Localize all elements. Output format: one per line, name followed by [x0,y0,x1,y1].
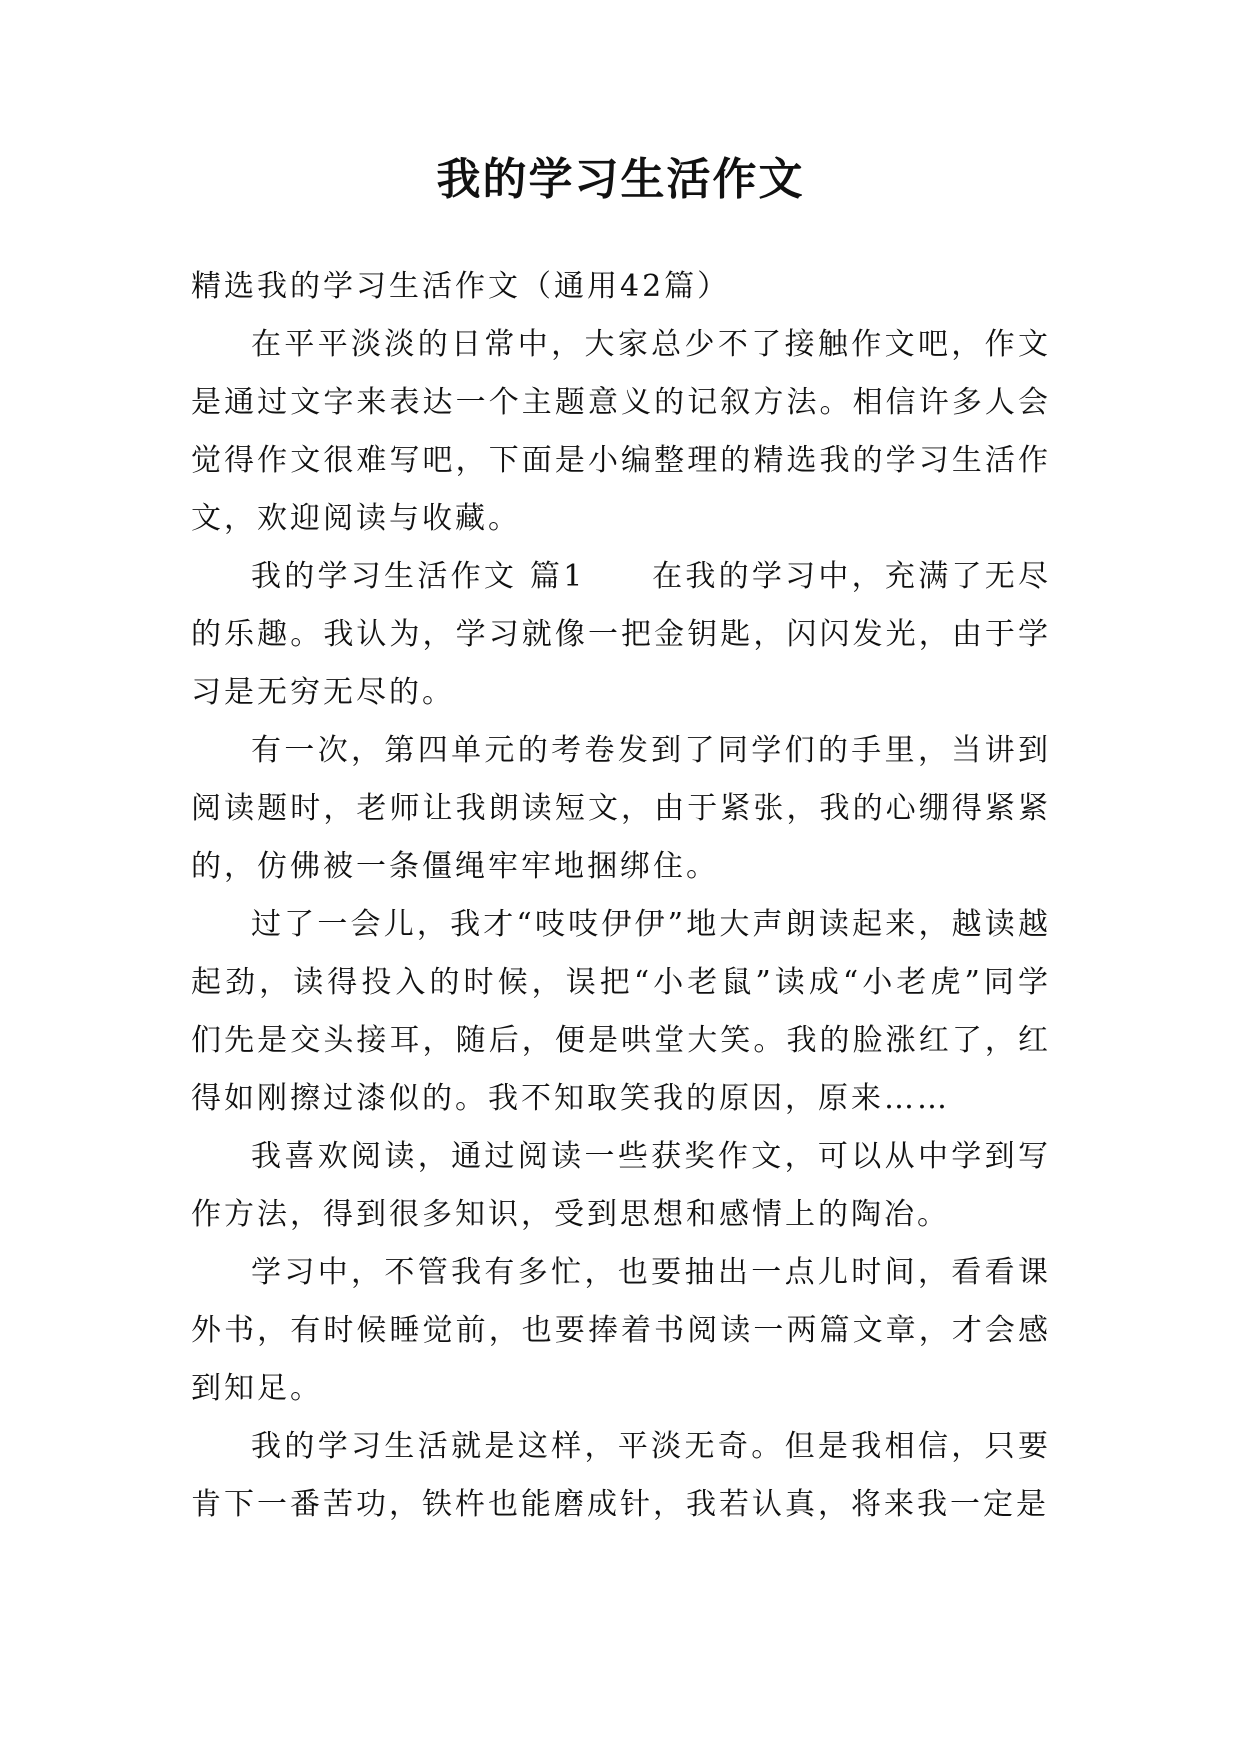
paragraph-essay-1-opening: 我的学习生活作文 篇1 在我的学习中，充满了无尽的乐趣。我认为，学习就像一把金钥匙，闪闪发光，由于学习是无穷无尽的。 [191,559,1051,710]
paragraph-conclusion: 我的学习生活就是这样，平淡无奇。但是我相信，只要肯下一番苦功，铁杵也能磨成针，我若认真，将来我一定是 [191,1429,1051,1522]
paragraph-love-reading: 我喜欢阅读，通过阅读一些获奖作文，可以从中学到写作方法，得到很多知识，受到思想和感情上的陶冶。 [191,1139,1051,1232]
paragraph-intro: 在平平淡淡的日常中，大家总少不了接触作文吧，作文是通过文字来表达一个主题意义的记叙方法。相信许多人会觉得作文很难写吧，下面是小编整理的精选我的学习生活作文，欢迎阅读与收藏。 [191,327,1051,536]
paragraph-extra-books: 学习中，不管我有多忙，也要抽出一点儿时间，看看课外书，有时候睡觉前，也要捧着书阅读一两篇文章，才会感到知足。 [191,1255,1051,1406]
paragraph-reading-aloud: 过了一会儿，我才“吱吱伊伊”地大声朗读起来，越读越起劲，读得投入的时候，误把“小老鼠”读成“小老虎”同学们先是交头接耳，随后，便是哄堂大笑。我的脸涨红了，红得如刚擦过漆似的。我不知取笑我的原因，原来…… [191,907,1051,1116]
document-subtitle: 精选我的学习生活作文（通用42篇） [191,269,731,304]
paragraph-exam-reading: 有一次，第四单元的考卷发到了同学们的手里，当讲到阅读题时，老师让我朗读短文，由于紧张，我的心绷得紧紧的，仿佛被一条僵绳牢牢地捆绑住。 [191,733,1051,884]
document-title: 我的学习生活作文 [436,154,805,205]
document-body [191,258,1051,1534]
